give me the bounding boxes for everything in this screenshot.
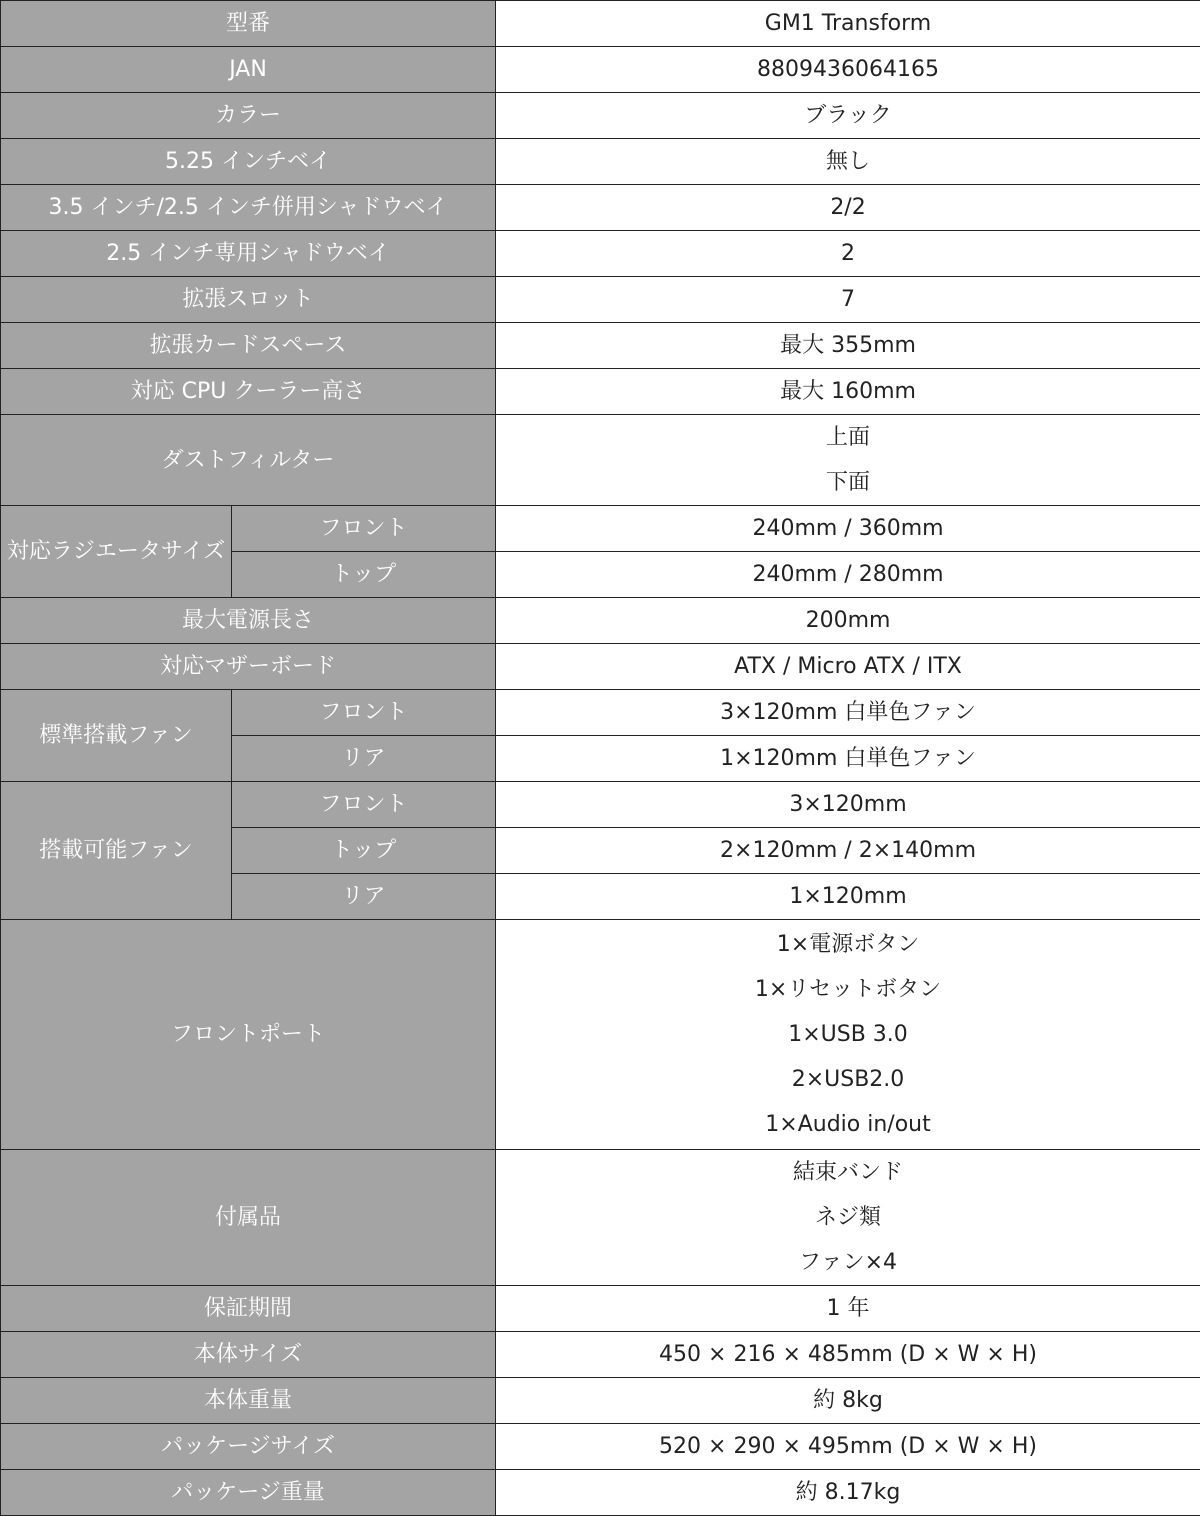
- label-bay35: 3.5 インチ/2.5 インチ併用シャドウベイ: [1, 185, 496, 231]
- row-pkg-weight: [1, 1470, 1200, 1516]
- label-bay25: 2.5 インチ専用シャドウベイ: [1, 231, 496, 277]
- accessory-cable-ties: 結束バンド: [793, 1160, 904, 1185]
- value-body-weight: 約 8kg: [496, 1378, 1200, 1424]
- value-dust-filter: [496, 415, 1200, 506]
- row-radiator-front: [1, 506, 1200, 552]
- value-std-fan-front: 3×120mm 白単色ファン: [496, 690, 1200, 736]
- value-opt-fan-front: 3×120mm: [496, 782, 1200, 828]
- label-std-fan-front: フロント: [232, 690, 496, 736]
- value-color: ブラック: [496, 93, 1200, 139]
- value-warranty: 1 年: [496, 1286, 1200, 1332]
- value-radiator-front: 240mm / 360mm: [496, 506, 1200, 552]
- row-front-port: [1, 920, 1200, 1150]
- label-slots: 拡張スロット: [1, 277, 496, 323]
- front-port-reset: 1×リセットボタン: [754, 977, 942, 1002]
- label-model: 型番: [1, 1, 496, 47]
- row-card-space: [1, 323, 1200, 369]
- row-body-weight: [1, 1378, 1200, 1424]
- dust-filter-top: 上面: [826, 425, 871, 450]
- label-card-space: 拡張カードスペース: [1, 323, 496, 369]
- value-bay525: 無し: [496, 139, 1200, 185]
- label-accessories: 付属品: [1, 1150, 496, 1286]
- label-opt-fan: 搭載可能ファン: [1, 782, 232, 920]
- front-port-usb2: 2×USB2.0: [791, 1067, 905, 1092]
- row-std-fan-front: [1, 690, 1200, 736]
- value-bay25: 2: [496, 231, 1200, 277]
- value-motherboard: ATX / Micro ATX / ITX: [496, 644, 1200, 690]
- row-opt-fan-front: [1, 782, 1200, 828]
- front-port-power: 1×電源ボタン: [776, 932, 920, 957]
- value-radiator-top: 240mm / 280mm: [496, 552, 1200, 598]
- label-opt-fan-front: フロント: [232, 782, 496, 828]
- value-pkg-weight: 約 8.17kg: [496, 1470, 1200, 1516]
- row-dust-filter: [1, 415, 1200, 506]
- label-body-size: 本体サイズ: [1, 1332, 496, 1378]
- value-body-size: 450 × 216 × 485mm (D × W × H): [496, 1332, 1200, 1378]
- label-pkg-size: パッケージサイズ: [1, 1424, 496, 1470]
- label-opt-fan-rear: リア: [232, 874, 496, 920]
- label-motherboard: 対応マザーボード: [1, 644, 496, 690]
- row-body-size: [1, 1332, 1200, 1378]
- row-pkg-size: [1, 1424, 1200, 1470]
- label-dust-filter: ダストフィルター: [1, 415, 496, 506]
- value-pkg-size: 520 × 290 × 495mm (D × W × H): [496, 1424, 1200, 1470]
- row-accessories: [1, 1150, 1200, 1286]
- value-slots: 7: [496, 277, 1200, 323]
- value-bay35: 2/2: [496, 185, 1200, 231]
- accessory-fans: ファン×4: [799, 1250, 898, 1275]
- label-cpu-cooler: 対応 CPU クーラー高さ: [1, 369, 496, 415]
- label-radiator: 対応ラジエータサイズ: [1, 506, 232, 598]
- row-cpu-cooler: [1, 369, 1200, 415]
- value-accessories: [496, 1150, 1200, 1286]
- row-model: [1, 1, 1200, 47]
- front-port-usb3: 1×USB 3.0: [788, 1022, 908, 1047]
- value-card-space: 最大 355mm: [496, 323, 1200, 369]
- row-warranty: [1, 1286, 1200, 1332]
- row-slots: [1, 277, 1200, 323]
- row-bay35: [1, 185, 1200, 231]
- front-port-audio: 1×Audio in/out: [765, 1112, 931, 1137]
- label-warranty: 保証期間: [1, 1286, 496, 1332]
- value-front-port: [496, 920, 1200, 1150]
- label-opt-fan-top: トップ: [232, 828, 496, 874]
- row-color: [1, 93, 1200, 139]
- label-bay525: 5.25 インチベイ: [1, 139, 496, 185]
- value-opt-fan-top: 2×120mm / 2×140mm: [496, 828, 1200, 874]
- label-color: カラー: [1, 93, 496, 139]
- label-front-port: フロントポート: [1, 920, 496, 1150]
- value-psu-length: 200mm: [496, 598, 1200, 644]
- value-jan: 8809436064165: [496, 47, 1200, 93]
- label-jan: JAN: [1, 47, 496, 93]
- value-model: GM1 Transform: [496, 1, 1200, 47]
- label-radiator-front: フロント: [232, 506, 496, 552]
- accessory-screws: ネジ類: [815, 1205, 882, 1230]
- row-motherboard: [1, 644, 1200, 690]
- label-body-weight: 本体重量: [1, 1378, 496, 1424]
- value-opt-fan-rear: 1×120mm: [496, 874, 1200, 920]
- row-bay525: [1, 139, 1200, 185]
- label-psu-length: 最大電源長さ: [1, 598, 496, 644]
- label-std-fan-rear: リア: [232, 736, 496, 782]
- value-std-fan-rear: 1×120mm 白単色ファン: [496, 736, 1200, 782]
- label-std-fan: 標準搭載ファン: [1, 690, 232, 782]
- dust-filter-bottom: 下面: [826, 470, 871, 495]
- label-radiator-top: トップ: [232, 552, 496, 598]
- label-pkg-weight: パッケージ重量: [1, 1470, 496, 1516]
- value-cpu-cooler: 最大 160mm: [496, 369, 1200, 415]
- row-bay25: [1, 231, 1200, 277]
- row-psu-length: [1, 598, 1200, 644]
- row-jan: [1, 47, 1200, 93]
